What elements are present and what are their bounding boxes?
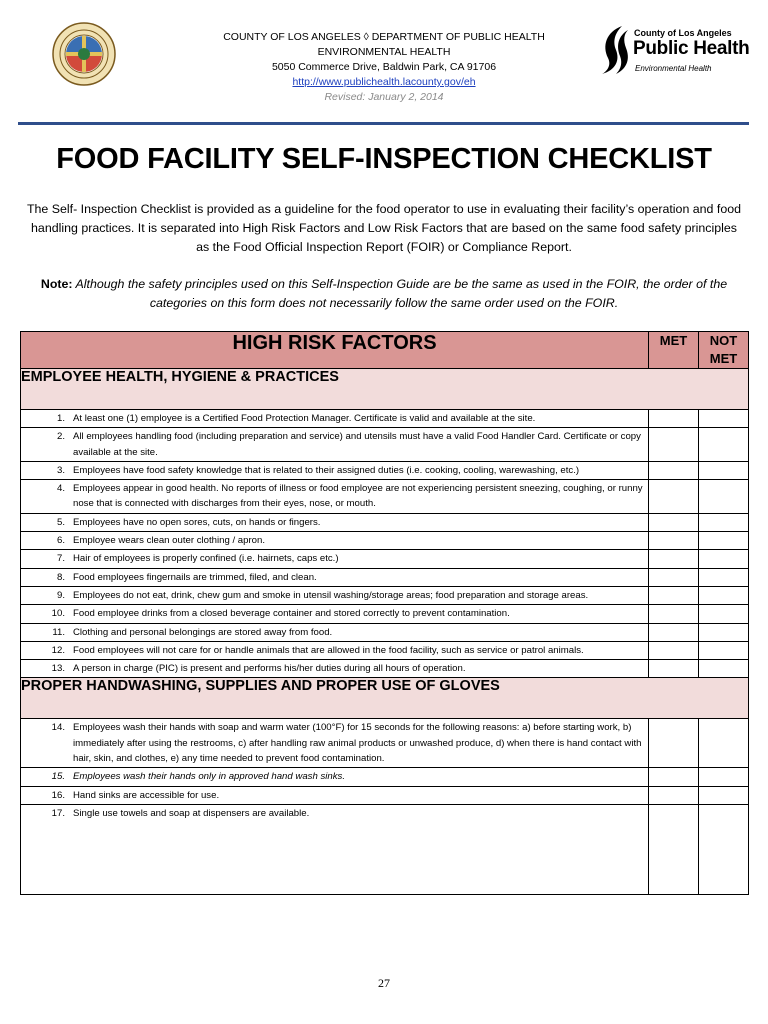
table-header-row bbox=[21, 332, 749, 369]
logo-environmental-health-text: Environmental Health bbox=[635, 64, 712, 73]
note-label: Note: bbox=[40, 277, 73, 291]
item-number: 5. bbox=[56, 516, 65, 528]
county-seal-icon bbox=[52, 22, 116, 86]
agency-line-2: ENVIRONMENTAL HEALTH bbox=[317, 46, 451, 58]
not-met-checkbox[interactable] bbox=[699, 428, 749, 462]
not-met-checkbox[interactable] bbox=[699, 804, 749, 894]
not-met-checkbox[interactable] bbox=[699, 623, 749, 641]
item-number: 9. bbox=[56, 589, 65, 601]
not-met-checkbox[interactable] bbox=[699, 641, 749, 659]
item-text: Single use towels and soap at dispensers are available. bbox=[73, 807, 310, 819]
item-number: 15. bbox=[51, 771, 65, 783]
item-number: 14. bbox=[51, 722, 65, 734]
item-number: 16. bbox=[51, 789, 65, 801]
note-paragraph bbox=[24, 275, 744, 313]
item-text: A person in charge (PIC) is present and performs his/her duties during all hours of operation. bbox=[73, 663, 466, 675]
met-checkbox[interactable] bbox=[649, 532, 699, 550]
not-met-checkbox[interactable] bbox=[699, 719, 749, 768]
not-met-column-header: NOT MET bbox=[699, 332, 749, 369]
note-text: Although the safety principles used on this Self-Inspection Guide are be the same as used in the FOIR, the order of the categories on this form does not necessarily follow the same order used on the FOIR. bbox=[72, 277, 728, 310]
table-row bbox=[21, 719, 749, 768]
not-met-checkbox[interactable] bbox=[699, 586, 749, 604]
met-checkbox[interactable] bbox=[649, 586, 699, 604]
met-checkbox[interactable] bbox=[649, 660, 699, 678]
section-title: EMPLOYEE HEALTH, HYGIENE & PRACTICES bbox=[21, 369, 749, 410]
met-checkbox[interactable] bbox=[649, 513, 699, 531]
item-number: 4. bbox=[56, 483, 65, 495]
item-number: 12. bbox=[51, 644, 65, 656]
table-row bbox=[21, 641, 749, 659]
not-met-checkbox[interactable] bbox=[699, 768, 749, 786]
page-number: 27 bbox=[378, 976, 390, 990]
met-checkbox[interactable] bbox=[649, 550, 699, 568]
table-row bbox=[21, 428, 749, 462]
item-number: 17. bbox=[51, 807, 65, 819]
item-text: Hair of employees is properly confined (i.e. hairnets, caps etc.) bbox=[73, 553, 339, 565]
item-number: 3. bbox=[56, 464, 65, 476]
met-checkbox[interactable] bbox=[649, 568, 699, 586]
table-row bbox=[21, 623, 749, 641]
table-row bbox=[21, 410, 749, 428]
table-row bbox=[21, 768, 749, 786]
table-row bbox=[21, 605, 749, 623]
item-number: 2. bbox=[56, 431, 65, 443]
table-row bbox=[21, 532, 749, 550]
met-column-header: MET bbox=[649, 332, 699, 369]
met-checkbox[interactable] bbox=[649, 804, 699, 894]
table-row bbox=[21, 660, 749, 678]
table-row bbox=[21, 513, 749, 531]
public-health-swoosh-icon bbox=[598, 24, 632, 76]
met-checkbox[interactable] bbox=[649, 786, 699, 804]
not-met-checkbox[interactable] bbox=[699, 660, 749, 678]
item-text: Hand sinks are accessible for use. bbox=[73, 789, 220, 801]
section-row-employee-health bbox=[21, 369, 749, 410]
met-checkbox[interactable] bbox=[649, 768, 699, 786]
table-row bbox=[21, 804, 749, 894]
item-number: 6. bbox=[56, 535, 65, 547]
table-row bbox=[21, 786, 749, 804]
table-row bbox=[21, 461, 749, 479]
met-checkbox[interactable] bbox=[649, 641, 699, 659]
table-row bbox=[21, 586, 749, 604]
not-met-checkbox[interactable] bbox=[699, 513, 749, 531]
header-divider bbox=[18, 122, 749, 125]
met-checkbox[interactable] bbox=[649, 623, 699, 641]
page-title: FOOD FACILITY SELF-INSPECTION CHECKLIST bbox=[56, 143, 712, 175]
met-checkbox[interactable] bbox=[649, 480, 699, 514]
met-checkbox[interactable] bbox=[649, 410, 699, 428]
not-met-checkbox[interactable] bbox=[699, 461, 749, 479]
item-text: Employees wash their hands only in approved hand wash sinks. bbox=[73, 771, 345, 783]
agency-website-link[interactable]: http://www.publichealth.lacounty.gov/eh bbox=[292, 76, 476, 88]
item-text: Employee wears clean outer clothing / apron. bbox=[73, 535, 265, 547]
item-text: Food employees fingernails are trimmed, filed, and clean. bbox=[73, 571, 317, 583]
item-text: At least one (1) employee is a Certified Food Protection Manager. Certificate is valid and available at the site. bbox=[73, 413, 536, 424]
met-checkbox[interactable] bbox=[649, 428, 699, 462]
item-text: Food employees will not care for or handle animals that are allowed in the food facility, such as service or patrol animals. bbox=[73, 644, 584, 656]
item-text: Employees wash their hands with soap and warm water (100°F) for 15 seconds for the following reasons: a) before starting work, b) immediately after using the restrooms, c) after handling raw animal products or unwashed produce, d) when there is hand contact with hair, skin, and clothes, e) any time needed to prevent food contamination. bbox=[73, 722, 642, 765]
not-met-checkbox[interactable] bbox=[699, 568, 749, 586]
table-row bbox=[21, 550, 749, 568]
agency-header bbox=[175, 30, 593, 105]
not-met-checkbox[interactable] bbox=[699, 550, 749, 568]
met-checkbox[interactable] bbox=[649, 461, 699, 479]
met-checkbox[interactable] bbox=[649, 605, 699, 623]
item-number: 1. bbox=[56, 413, 65, 424]
item-text: Employees appear in good health. No reports of illness or food employee are not experiencing persistent sneezing, coughing, or runny nose that is connected with discharges from their eyes, nose, or mouth. bbox=[73, 483, 643, 510]
public-health-logo bbox=[598, 24, 748, 76]
item-number: 8. bbox=[56, 571, 65, 583]
item-number: 11. bbox=[52, 626, 65, 638]
item-text: Employees have no open sores, cuts, on hands or fingers. bbox=[73, 516, 321, 528]
item-text: Employees have food safety knowledge that is related to their assigned duties (i.e. cooking, cooling, warewashing, etc.) bbox=[73, 464, 580, 476]
item-text: All employees handling food (including preparation and service) and utensils must have a valid Food Handler Card. Certificate or copy available at the site. bbox=[73, 431, 641, 458]
item-number: 7. bbox=[56, 553, 65, 565]
agency-line-1: COUNTY OF LOS ANGELES ◊ DEPARTMENT OF PUBLIC HEALTH bbox=[223, 31, 545, 43]
high-risk-heading: HIGH RISK FACTORS bbox=[21, 332, 649, 369]
not-met-checkbox[interactable] bbox=[699, 532, 749, 550]
not-met-checkbox[interactable] bbox=[699, 410, 749, 428]
revised-date: Revised: January 2, 2014 bbox=[324, 91, 444, 103]
table-row bbox=[21, 480, 749, 514]
item-number: 10. bbox=[51, 608, 65, 620]
section-title: PROPER HANDWASHING, SUPPLIES AND PROPER USE OF GLOVES bbox=[21, 678, 749, 719]
not-met-checkbox[interactable] bbox=[699, 480, 749, 514]
logo-public-health-text: Public Health bbox=[633, 38, 750, 59]
logo-county-text: County of Los Angeles bbox=[634, 28, 732, 38]
agency-address: 5050 Commerce Drive, Baldwin Park, CA 91706 bbox=[271, 61, 497, 73]
met-checkbox[interactable] bbox=[649, 719, 699, 768]
intro-paragraph: The Self- Inspection Checklist is provided as a guideline for the food operator to use in evaluating their facility’s operation and food handling practices. It is separated into High Risk Factors and Low Risk Factors that are based on the same food safety principles as the Food Official Inspection Report (FOIR) or Compliance Report. bbox=[26, 202, 742, 254]
not-met-checkbox[interactable] bbox=[699, 786, 749, 804]
section-row-handwashing bbox=[21, 678, 749, 719]
item-text: Clothing and personal belongings are stored away from food. bbox=[73, 626, 333, 638]
item-text: Food employee drinks from a closed beverage container and stored correctly to prevent contamination. bbox=[73, 608, 510, 620]
checklist-table bbox=[20, 331, 749, 895]
item-number: 13. bbox=[51, 663, 65, 675]
table-row bbox=[21, 568, 749, 586]
item-text: Employees do not eat, drink, chew gum and smoke in utensil washing/storage areas; food preparation and storage areas. bbox=[73, 589, 589, 601]
not-met-checkbox[interactable] bbox=[699, 605, 749, 623]
